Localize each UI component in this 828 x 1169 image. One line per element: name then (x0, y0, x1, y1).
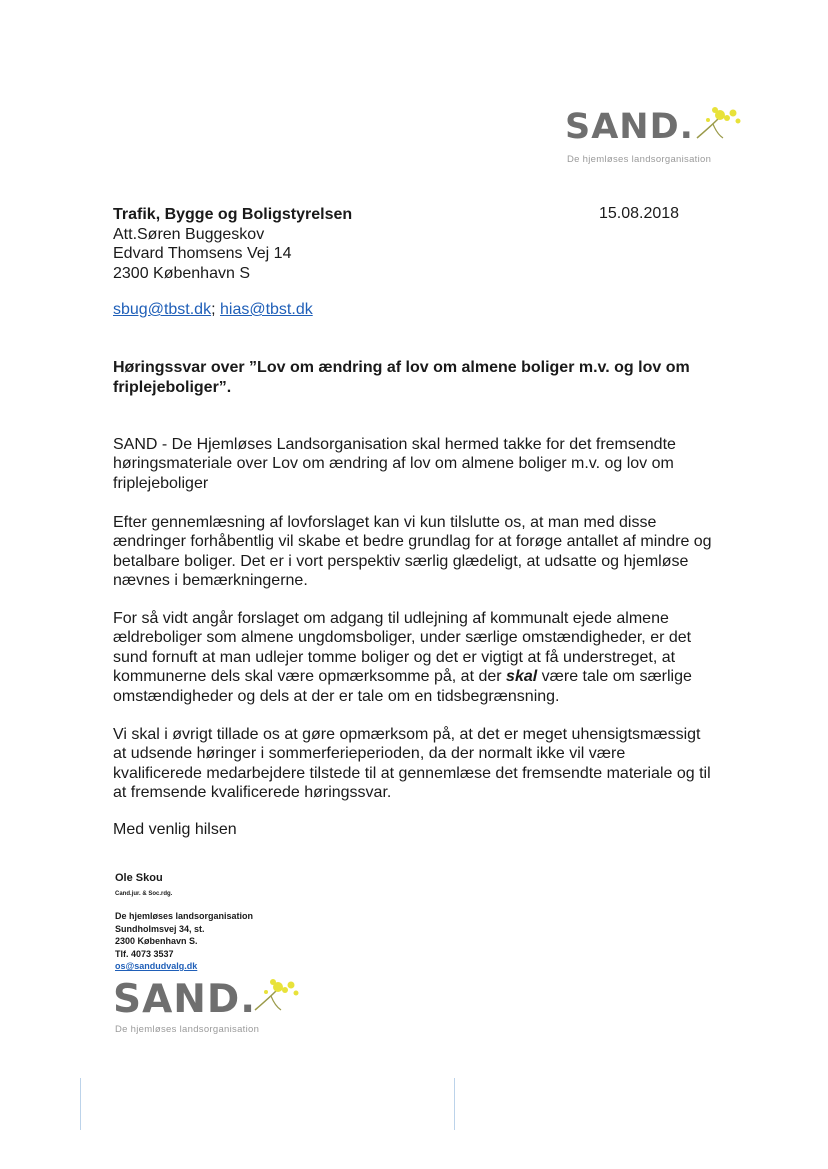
closing-greeting: Med venlig hilsen (113, 821, 237, 838)
recipient-name: Trafik, Bygge og Boligstyrelsen (113, 206, 353, 223)
text-line: omstændigheder og dels at der er tale om en tidsbegrænsning. (113, 687, 560, 705)
text-line: For så vidt angår forslaget om adgang til udlejning af kommunalt ejede almene (113, 610, 669, 627)
text-line: ældreboliger som almene ungdomsboliger, under særlige omstændigheder, er det (113, 629, 692, 647)
text-line: kvalificerede medarbejdere tilstede til at gennemlæse det fremsendte materiale og til (113, 764, 711, 782)
signature-address: Sundholmsvej 34, st. (115, 923, 205, 934)
paragraph-support (113, 513, 733, 591)
text-line: at udsende høringer i sommerferieperioden, da der normalt ikke vil være (113, 745, 626, 763)
sand-flower-icon (251, 976, 301, 1016)
text-line (113, 667, 733, 686)
subject-line: Høringssvar over ”Lov om ændring af lov om almene boliger m.v. og lov om (113, 359, 690, 376)
text-line: friplejeboliger (113, 474, 209, 492)
sand-logo-footer (113, 977, 293, 1040)
text-line: ændringer forhåbentlig vil skabe et bedre grundlag for at forøge antallet af mindre og (113, 533, 712, 551)
signature-email[interactable]: os@sandudvalg.dk (115, 961, 198, 971)
letter-date: 15.08.2018 (599, 205, 680, 222)
logo-tagline: De hjemløses landsorganisation (115, 1024, 260, 1035)
text-line: sund fornuft at man udlejer tomme boliger og det er vigtigt at få understreget, at (113, 648, 676, 666)
logo-wordmark: SAND. (565, 107, 694, 147)
emphasis-text: skal (506, 668, 538, 686)
signature-block (115, 910, 253, 973)
recipient-emails (113, 301, 313, 319)
signature-name: Ole Skou (115, 872, 163, 884)
sand-logo-header (565, 107, 745, 170)
recipient-street: Edvard Thomsens Vej 14 (113, 245, 292, 262)
text-segment: kommunerne dels skal være opmærksomme på, at der (113, 668, 507, 686)
text-line: nævnes i bemærkningerne. (113, 572, 308, 590)
text-line: høringsmateriale over Lov om ændring af lov om almene boliger m.v. og lov om (113, 455, 674, 473)
text-line: at fremsende kvalificerede høringssvar. (113, 784, 392, 802)
scan-artifact-line (454, 1078, 455, 1130)
paragraph-thanks (113, 435, 733, 493)
recipient-city: 2300 København S (113, 264, 250, 282)
paragraph-elderly-housing (113, 609, 733, 706)
signature-title: Cand.jur. & Soc.rdg. (115, 891, 173, 897)
text-line: Vi skal i øvrigt tillade os at gøre opmærksom på, at det er meget uhensigtsmæssigt (113, 726, 701, 743)
text-segment: være tale om særlige (537, 668, 692, 686)
sand-flower-icon (693, 104, 743, 144)
logo-tagline: De hjemløses landsorganisation (567, 154, 712, 165)
email-separator: ; (211, 301, 216, 318)
recipient-att: Att.Søren Buggeskov (113, 225, 265, 243)
signature-city: 2300 København S. (115, 936, 198, 946)
subject-line: friplejeboliger”. (113, 379, 232, 396)
text-line: betalbare boliger. Det er i vort perspektiv særlig glædeligt, at udsatte og hjemløse (113, 552, 689, 570)
text-line: Efter gennemlæsning af lovforslaget kan vi kun tilslutte os, at man med disse (113, 514, 657, 531)
recipient-address (113, 205, 352, 283)
text-line: SAND - De Hjemløses Landsorganisation skal hermed takke for det fremsendte (113, 436, 676, 453)
email-link-2[interactable]: hias@tbst.dk (219, 301, 313, 318)
logo-wordmark: SAND. (113, 977, 257, 1022)
letter-subject (113, 358, 733, 398)
scan-artifact-line (80, 1078, 81, 1130)
paragraph-timing-concern (113, 725, 733, 803)
signature-org: De hjemløses landsorganisation (115, 911, 254, 921)
email-link-1[interactable]: sbug@tbst.dk (113, 301, 212, 318)
signature-phone: Tlf. 4073 3537 (115, 948, 174, 959)
